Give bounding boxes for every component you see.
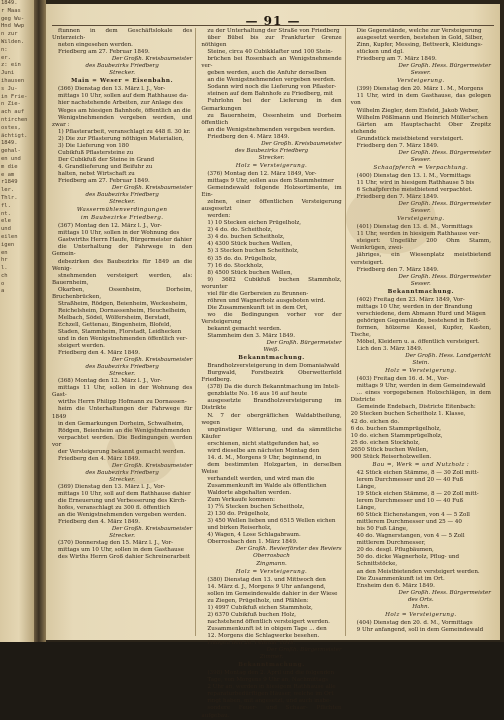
text-line: genzblatte No. 16 aus 16 auf heute xyxy=(207,391,308,398)
left-page-text-line: ntirchen xyxy=(1,116,28,123)
text-line: 12. Morgens die Schlagwerke besehen. xyxy=(207,632,320,639)
text-line: 60 Stück Eichenstangen, von 4 — 5 Zoll xyxy=(356,512,470,519)
section-heading: Wassermühlenverdingungen xyxy=(76,207,168,214)
text-line: Hungen den 28. Februar 1849. xyxy=(207,640,296,647)
text-line: 7) 16 do. Stockholz, xyxy=(207,262,264,269)
left-page-text-line: Wilden. xyxy=(1,38,25,45)
section-heading: Holz = Versteigerung. xyxy=(385,368,457,375)
signature-line: Der Großh. Bürgermeister xyxy=(266,647,342,654)
left-page-text-line: ele xyxy=(1,218,11,225)
text-line: Gastwirths Herrn Haufe, Bürgermeister dahier xyxy=(58,237,192,244)
section-heading: Bau =, Werk = und Nutzholz : xyxy=(372,461,470,468)
text-line: geben werden, auch die Anfuhr derselben xyxy=(207,70,327,77)
section-heading: Holz = Versteigerung. xyxy=(385,611,457,618)
text-line: an den Meistbietenden versteigert werden. xyxy=(356,568,480,575)
text-line: 4) 4300 Stück buchen Wellen, xyxy=(207,241,293,248)
column-right xyxy=(351,28,494,636)
text-line: Zusammenkunft ist in obigem Tage ... den xyxy=(207,625,327,632)
text-line: Die Zusammenkunft ist im Ort. xyxy=(356,575,445,582)
left-page-text-line: ch xyxy=(1,272,8,279)
signature-line: Strecker. xyxy=(109,533,136,540)
text-line: reparaturbedürftigen Häuser, welche im Ort xyxy=(207,691,334,698)
text-line: 2) 6370 Cubikfuß buchen Holz, xyxy=(207,611,297,618)
signature-line: Der Großh. Revierförster des Reviers xyxy=(235,546,342,553)
text-line: (368) Montag den 12. März l. J., Vor- xyxy=(58,378,162,385)
left-page-text-line: geg Wu- xyxy=(1,15,25,22)
text-line: Oberrosbach den 1. März 1849. xyxy=(207,539,298,546)
text-line: werden: xyxy=(207,213,231,220)
signature-line: Strecker. xyxy=(109,371,136,378)
text-line: Wilhelm Pößlmann und Heinrich Müller'schen xyxy=(356,114,488,121)
text-line: verschiedene, dem Abmann Hurd und Mägen xyxy=(356,310,486,317)
text-line: 2) Die zur Pflasterung nöthigen Materialien, xyxy=(58,135,184,142)
text-line: zu Ziegen, Prügelholz, und Pfählen: xyxy=(207,597,309,604)
text-line: Okarben, Ossenheim, Dorheim, Bruchenbrücken, xyxy=(52,286,193,300)
text-line: hofes, veranschlagt zu 300 fl. öffentlich xyxy=(58,505,171,512)
text-line: ausgesetzt werden, bestehen in Gold, Silber, xyxy=(356,35,484,42)
text-line: Länge, xyxy=(356,483,376,490)
signature-line: des Baubezirks Friedberg xyxy=(85,63,159,70)
text-line: 1) 10 Stecken eichen Prügelholz, xyxy=(207,220,302,227)
text-line: 1) 7¾ Stecken buchen Scheitholz, xyxy=(207,504,305,511)
text-line: formen, hölzerne Kessel, Kupfer, Kasten, Tische, xyxy=(350,324,491,338)
left-page-text-line: 1849. xyxy=(1,0,18,6)
text-line: verhandelt werden, und wird man die xyxy=(207,475,315,482)
text-line: Möbel, Kleidern u. a. öffentlich versteigert. xyxy=(356,339,480,346)
text-line: über Bübel bis zur Frankfurter Grenze nöthigen xyxy=(201,35,342,49)
text-line: 11 Uhr, wird in hiesigem Rathhause 5 bis xyxy=(356,179,475,186)
signature-line: Zimmer. xyxy=(259,654,284,661)
text-line: 1) Pflasterarbeit, veranschlagt zu 448 fl. 30 kr. xyxy=(58,128,191,135)
text-line: Lich den 3. März 1849. xyxy=(356,346,423,353)
right-page xyxy=(46,4,500,719)
signature-line: des Baubezirks Friedberg xyxy=(85,364,159,371)
text-line: 4) Wagen, 4 Lose Schlagabraum. xyxy=(207,532,301,539)
signature-line: Der Großh. Hess. Bürgermeister xyxy=(398,63,491,70)
text-line: die Unterhaltung der Fahrwege in den Gemein- xyxy=(52,244,193,258)
signature-line: Hahn. xyxy=(412,603,430,610)
text-line: 20 do. desgl. Pflugbäumen, xyxy=(356,547,434,554)
text-line: Straßheim, Rödgen, Beienheim, Weckesheim, xyxy=(58,300,188,307)
text-line: zelnen, einer öffentlichen Versteigerung ausgesetzt xyxy=(201,199,342,213)
text-line: Rödgen, Beienheim an die Wenigstnehmenden xyxy=(58,427,191,434)
left-page-text-line: in Frie- xyxy=(1,93,28,100)
text-line: Gemeinde Endebach, Districte Eitenbach: xyxy=(356,404,476,411)
text-line: stücken und dgl. xyxy=(356,49,404,56)
text-line: in den Gemarkungen Dorheim, Schwalheim, xyxy=(58,420,184,427)
section-heading: Main = Weser = Eisenbahn. xyxy=(71,78,174,85)
text-line: 11 Uhr, werden in hiesigem Rathhause ver- xyxy=(356,231,481,238)
text-line: Schnittstöcke, xyxy=(356,561,398,568)
section-heading: Versteigerung. xyxy=(397,78,445,85)
signature-line: Der Großh. Kreisbaumeister xyxy=(111,357,193,364)
text-line: Friedberg den 4. März 1849. xyxy=(207,133,290,140)
text-line: (400) Dienstag den 13. l. M., Vormittags xyxy=(356,172,471,179)
signature-line: Der Großh. Kreisbaumeister xyxy=(111,185,193,192)
text-line: ausgesetzte Brandholzversteigerung im Distrikte xyxy=(201,398,342,412)
text-line: mittags 10 Uhr, werden in der Brandung xyxy=(356,303,473,310)
left-page-text-line: 1849. xyxy=(1,140,18,147)
book-gutter xyxy=(34,0,46,642)
text-line: 6 do. buchen Stammprügelholz, xyxy=(350,425,442,432)
left-page-text-line: hr xyxy=(1,257,8,264)
left-page-edge xyxy=(0,0,34,642)
text-line: Wilhelm Ziegler, dem Eisfeld, Jakob Weber, xyxy=(356,107,479,114)
left-page-text-line: s Ju- xyxy=(1,85,18,92)
text-line: 9) 3682 Cubikfuß buchen Stammholz, worunter xyxy=(201,276,342,290)
signature-line: des Baubezirks Friedberg xyxy=(234,147,309,154)
text-line: jähriges, ein Wiesenplatz meistbietend versteigert. xyxy=(350,252,491,266)
text-line: verpachtet werden. Die Bedingungen werden vor xyxy=(52,434,193,448)
text-line: mittags 10 Uhr, sollen auf dem Rathhause da- xyxy=(58,93,189,100)
page-header xyxy=(52,10,494,28)
text-line: Grundstück meistbietend versteigert. xyxy=(356,135,464,142)
text-line: sollen im Gemeindewalde dahier in der Wiese xyxy=(207,590,338,597)
text-line: gehörigen Gegenstände, bestehend in Bett- xyxy=(356,317,481,324)
text-line: 2) 130 do. Prügelholz, xyxy=(207,511,270,518)
text-line: 50 do. dicke Wagnerholz, Pflug- und xyxy=(356,554,460,561)
text-line: Cubikfuß Pflastersteine zu xyxy=(58,149,134,156)
text-line: (378) Da die durch Bekanntmachung im Inteli- xyxy=(207,384,340,391)
text-line: 3) 450 Wellen lieben und 6515 Wellen eichen xyxy=(207,518,336,525)
text-line: und in den Wenigstnehmenden öffentlich ver- xyxy=(58,336,188,343)
text-line: (404) Dienstag den 20. d. M., Vormittags xyxy=(356,619,473,626)
text-line: 42 do. eichen do. xyxy=(350,418,400,425)
left-page-text-line: e am xyxy=(1,171,15,178)
text-line: 8) 4500 Stück buchen Wellen, xyxy=(207,269,293,276)
text-line: Die Zusammenkunft ist in dem Ort, xyxy=(207,304,308,311)
text-line: Burgwald, Forstbezirk Oberwetterfeld Friedberg. xyxy=(201,370,342,384)
text-line: mittags 9 Uhr, sollen aus dem Stammheimer xyxy=(207,177,334,184)
text-line: 11 Uhr, wird in dem Gasthause, das gelegen von xyxy=(350,93,491,107)
column-middle xyxy=(201,28,345,719)
signature-line: des Baubezirks Friedberg xyxy=(85,469,159,476)
signature-line: Der Großh. Kreisbaumeister xyxy=(111,462,193,469)
text-line: 2 Uhr an, werden in hiesigem Rathhause alle xyxy=(207,684,336,691)
text-line: 6) 35 do. do. Prügelholz, xyxy=(207,255,277,262)
text-line: (366) Dienstag den 13. März l. J., Vor- xyxy=(58,86,166,93)
signature-line: Der Großh. Kreisbaumeister xyxy=(261,140,342,147)
signature-line: Strecker. xyxy=(109,199,136,206)
text-line: 19 Stück eichen Stämme, 8 — 20 Zoll mitt- xyxy=(356,491,479,497)
text-line: an die Wenigstnehmenden vergeben werden. xyxy=(207,77,336,84)
text-line: Friedberg den 7. März 1849. xyxy=(356,142,439,149)
text-line: 2) 4 do. do. Scheitholz, xyxy=(207,227,273,234)
text-line: neten eingesehen werden. xyxy=(58,42,133,49)
text-line: dem bestimmten Holzgarten, in derselben Weise xyxy=(201,461,342,475)
left-page-text-line: n Zie- xyxy=(1,101,21,108)
text-line: wo die Bedingungen vorher vor der Versteigerung xyxy=(201,311,342,325)
text-line: Friedberg den 4. März 1849. xyxy=(58,455,141,462)
text-line: Fuhrlohn bei der Lieferung in den Gemarkungen xyxy=(201,98,342,112)
text-line: hier nachstehende Arbeiten, zur Anlage des xyxy=(58,100,183,107)
signature-line: Stein. xyxy=(412,360,430,367)
text-line: 4. Grandlieferung und Beifuhr zu xyxy=(58,163,153,170)
text-line: (376) Montag den 12. März 1849, Vor- xyxy=(207,170,317,177)
text-line: stnehmenden versteigert werden, als: Bauernheim, xyxy=(52,272,193,286)
text-line: 900 Stück Reiserholzwellen. xyxy=(350,453,432,460)
text-line: (399) Dienstag den 20. März 1. M., Morgens xyxy=(356,86,484,93)
signature-line: Der Großh. Hess. Bürgermeister xyxy=(398,589,491,596)
left-page-text-line: en xyxy=(1,249,8,256)
left-page-text-line: ostes, xyxy=(1,124,21,131)
text-line: mittags 10 Uhr, sollen in der Wohnung des xyxy=(58,230,180,237)
text-line: 42 Stück eichen Stämme, 8 — 30 Zoll mitt- xyxy=(356,469,479,476)
left-page-text-line: r Maas xyxy=(1,7,21,14)
text-line: (380) Dienstag den 13. und Mittwoch den xyxy=(207,576,326,583)
text-line: Ensheim den 6. März 1849. xyxy=(356,582,435,589)
text-line: Waldorte abgehalten werden. xyxy=(207,490,292,497)
signature-line: Weiß. xyxy=(263,347,280,354)
text-line: Gemeindewald folgende Holzsortimente, im Ein- xyxy=(201,185,342,199)
text-line: Zinn, Kupfer, Messing, Bettwerk, Kleidungs- xyxy=(356,42,483,49)
text-line: viel für die Gerbereien zu Brunnen- xyxy=(207,290,309,297)
text-line: Sodann wird noch die Lieferung von Pflaster- xyxy=(207,84,337,91)
section-heading: im Baubezirke Friedberg. xyxy=(80,215,164,222)
text-line: wird dieselbe am nächsten Montag den xyxy=(207,447,320,454)
text-line: lerem Durchmesser und 10 — 40 Fuß xyxy=(356,498,464,505)
text-line: mittlerem Durchmesser, xyxy=(356,540,426,547)
left-page-text-line: n: xyxy=(1,46,8,53)
text-line: (370) Donnerstag den 15. März l. J., Vor- xyxy=(58,540,174,547)
text-line: N. 7 der obergräflichen Waldabtheilung, wegen xyxy=(201,412,342,426)
text-line: ringt haben, mit angesetzt, und auch insbe- xyxy=(207,698,332,705)
section-heading: Holz = Versteigerung. xyxy=(235,162,308,169)
signature-line: Oberrosbach xyxy=(253,553,290,560)
left-page-text-line: m die xyxy=(1,163,18,170)
section-heading: Bekanntmachung. xyxy=(387,288,455,295)
text-line: 14. d. M., Morgens 9 Uhr, beginnend, in xyxy=(207,454,322,461)
text-line: sondere Feuer- und Schaar- Pflichten aufgebau. xyxy=(201,705,342,719)
text-line: Zusammenkunft im Walde als öffentlichen xyxy=(207,483,327,489)
left-page-text-line: o xyxy=(1,280,5,287)
text-line: steinen auf dem Bahnhofe zu Friedberg, mit xyxy=(207,91,333,98)
text-line: Der Cubikfuß der Steine in Grand xyxy=(58,156,155,163)
signature-line: Strecker. xyxy=(109,70,136,77)
left-page-text-line: z: ein xyxy=(1,62,21,69)
header-rule xyxy=(52,25,494,26)
text-line: brüchen bei Rosenbach an Wenigstnehmende ver- xyxy=(201,56,342,70)
text-line: mittags 10 Uhr, soll auf dem Rathhause dahier xyxy=(58,491,191,498)
text-line: Friedberg den 7. März 1849. xyxy=(356,194,439,201)
left-page-text-line: ihausen xyxy=(1,77,25,84)
text-line: 14. März d. J., Morgens 9 Uhr anfangend, xyxy=(207,583,326,590)
text-line: 25 do. eichen Stockholz, xyxy=(350,439,420,446)
signature-line: Strecker. xyxy=(109,476,136,483)
text-line: (402) Freitag den 23. März 1849, Vor- xyxy=(356,296,465,303)
text-line: mittags um 10 Uhr, sollen in dem Gasthause xyxy=(58,547,184,554)
signature-line: Strecker. xyxy=(258,154,285,161)
text-line: Steine, circa 40 Cubikklafter und 100 Stein- xyxy=(207,49,333,56)
text-line: 2650 Stück buchen Wellen, xyxy=(350,446,429,453)
text-line: Melbach, Södel, Wölfersheim, Berstadt, xyxy=(58,314,171,321)
text-line: Friedberg den 7. März 1849. xyxy=(356,266,439,273)
text-line: ftunnen in dem Geschäftslokale des Unterzeich- xyxy=(52,28,193,42)
text-line: zu der Unterhaltung der Straße von Friedberg xyxy=(207,28,340,34)
text-line: Tage, von Morgens 9 Uhr an, Nachmittags xyxy=(207,677,329,684)
section-heading: Bekanntmachung. xyxy=(238,662,305,669)
text-line: steigert: Ungefähr 200 Ohm Stamm, Weinkrügen, zwei- xyxy=(350,238,491,252)
left-page-text-line: er. xyxy=(1,54,11,61)
text-line: Stammheim den 3. März 1849. xyxy=(207,333,295,340)
left-page-text-line: a xyxy=(1,288,5,295)
text-line: zu Bauernheim, Ossenheim und Dorheim öffentlich xyxy=(201,112,342,126)
text-line: heim die Unterhaltungen der Fahrwege für 1849 xyxy=(52,406,193,420)
left-page-text-line: igen xyxy=(1,241,15,248)
text-line: Echzell, Gettenau, Bingenheim, Blofeld, xyxy=(58,321,172,328)
text-line: (369) Dienstag den 13. März l. J., Vor- xyxy=(58,484,166,490)
text-line: Wenigstnehmenden vergeben werden, und zwar : xyxy=(52,114,193,128)
section-heading: Holz = Versteigerung. xyxy=(235,568,308,575)
signature-line: Sesser. xyxy=(410,70,431,77)
text-line: Weges am hiesigen Bahnhofe, öffentlich an die xyxy=(58,107,191,114)
text-line: erschienen, nicht stattgefunden hat, so xyxy=(207,440,319,447)
text-line: der Versteigerung bekannt gemacht werden. xyxy=(58,448,186,455)
text-line: Länge, xyxy=(356,505,376,512)
text-line: röhren und Wagnerholz ausgeboten wird. xyxy=(207,297,326,304)
text-line: Die Gegenstände, welche zur Versteigerung xyxy=(356,28,482,34)
left-page-text-line: en und xyxy=(1,155,21,162)
text-line: (398) Montag den 2. April und die folgenden xyxy=(207,670,335,677)
text-line: 9 Uhr anfangend, soll in dem Gemeindewald xyxy=(356,626,484,633)
signature-line: Sesser. xyxy=(410,156,431,163)
text-line: wirths Herrn Philipp Hofmann zu Dornassen- xyxy=(58,399,187,406)
text-line: bekannt gemacht werden. xyxy=(207,325,282,332)
text-line: die Erneuerung und Verbesserung des Kirch- xyxy=(58,498,187,505)
text-line: (367) Montag den 12. März l. J., Vor- xyxy=(58,223,162,230)
text-line: (401) Dienstag den 13. d. M., Vormittags xyxy=(356,224,473,231)
text-line: halten, nebst Wirtschaft zu xyxy=(58,170,135,177)
left-page-text-line: ler. xyxy=(1,187,15,194)
left-page-text-line: Juni xyxy=(1,70,15,77)
text-line: Gärten am Hauptschacht Ober Zrepitz stehende xyxy=(350,121,491,135)
signature-line: Der Großh. Hess. Bürgermeister xyxy=(398,273,491,280)
left-page-text-line: und xyxy=(1,226,11,233)
text-line: mittags 9 Uhr, werden in dem Gemeindewald xyxy=(356,383,486,390)
text-line: Reichelsheim, Dornassenheim, Heuchelheim, xyxy=(58,307,187,314)
text-line: lerem Durchmesser und 20 — 40 Fuß xyxy=(356,476,464,483)
text-line: 6 Schafpferche meistbietend verpachtet. xyxy=(356,187,473,194)
text-line: Friedberg am 27. Februar 1849. xyxy=(58,177,150,184)
text-line: debezirken des Baubezirks für 1849 an die Wenig- xyxy=(52,258,193,272)
text-line: Brandholzversteigerung in dem Domanialwald xyxy=(207,363,340,370)
left-page-text-line: nt. xyxy=(1,210,11,217)
signature-line: Der Großh. Hess. Bürgermeister xyxy=(398,149,491,156)
text-line: 3) 4 do. buchen Scheitholz, xyxy=(207,234,285,241)
left-page-text-line: n zur xyxy=(1,31,18,38)
text-line: 10 do. eichen Stammprügelholz, xyxy=(350,432,443,439)
page-number: — 91 — xyxy=(245,14,301,28)
text-line: Friedberg am 27. Februar 1849. xyxy=(58,49,150,56)
signature-line: des Baubezirks Friedberg xyxy=(85,192,159,199)
signature-line: Der Großh. Hess. Bürgermeister xyxy=(398,201,491,208)
left-page-text-line: Thlr. xyxy=(1,194,18,201)
text-line: Zum Verkaufe kommen: xyxy=(207,497,276,504)
text-line: ... eines vorgegebenen Holzschlägen, in dem Districte xyxy=(350,390,491,404)
left-page-text-line: l. xyxy=(1,265,8,272)
signature-line: Zingmann. xyxy=(256,560,287,567)
signature-line: Der Großh. Kreisbaumeister xyxy=(111,526,193,533)
signature-line: Der Großh. Hess. Landgericht xyxy=(405,353,491,360)
text-line: steigert werden. xyxy=(58,343,105,350)
text-line: mittlerem Durchmesser und 25 — 40 xyxy=(356,519,462,526)
text-line: bis 50 Fuß Länge, xyxy=(356,526,408,533)
text-line: Friedberg am 7. März 1849. xyxy=(356,56,437,63)
text-line: an die Wenigstnehmenden vergeben werden. xyxy=(58,512,187,519)
left-page-text-line: ach auf xyxy=(1,109,25,116)
left-page-text-line: fl. xyxy=(1,202,11,209)
left-page-text-line: gehal- xyxy=(1,148,21,155)
left-page-text-line: Hnd Wwp xyxy=(1,23,25,30)
text-line: und birken Reiserholz, xyxy=(207,525,272,532)
signature-line: Sesser. xyxy=(410,280,431,287)
text-line: nachstehend öffentlich versteigert werden. xyxy=(207,618,330,625)
text-line: des Wirths Herrn Groß dahier Schreinerarbeit xyxy=(58,554,191,561)
text-line: 40 do. Wagnerstangen, von 4 — 5 Zoll xyxy=(356,533,465,540)
text-line: Friedberg den 4. März 1849. xyxy=(58,519,141,526)
text-line: ungünstiger Witterung, und da sämmtliche Käufer xyxy=(201,426,342,440)
text-line: an die Wenigstnehmenden vergeben werden. xyxy=(207,126,336,133)
text-line: 3) Die Lieferung von 180 xyxy=(58,142,129,149)
left-page-text-line: eilen xyxy=(1,233,18,240)
text-line: 1) 4997 Cubikfuß eichen Stammholz, xyxy=(207,604,313,611)
text-line: 20 Stecken buchen Scheitholz 1. Klasse, xyxy=(350,411,466,418)
signature-line: Der Großh. Bürgermeister xyxy=(266,340,342,347)
text-columns xyxy=(52,28,494,719)
section-heading: Schaafpferch = Verpachtung. xyxy=(373,164,469,171)
signature-line: Der Großh. Kreisbaumeister xyxy=(111,56,193,63)
text-line: (403) Freitag den 16. d. M., Vor- xyxy=(356,376,449,383)
signature-line: des Orts. xyxy=(407,596,434,603)
text-line: Friedberg den 4. März 1849. xyxy=(58,350,141,357)
section-heading: Versteigerung. xyxy=(397,216,445,223)
left-page-text-line: ächtigt. xyxy=(1,132,28,139)
signature-line: Sesser. xyxy=(410,208,431,215)
section-heading: Bekanntmachung. xyxy=(238,355,305,362)
text-line: Staden, Stammheim, Florstadt, Leidhecken xyxy=(58,328,182,335)
left-page-text-line: r1849 xyxy=(1,179,18,186)
text-line: mittags 11 Uhr, sollen in der Wohnung des Gast- xyxy=(52,385,193,399)
text-line: 5) 3 Stecken buchen Scheitholz, xyxy=(207,248,299,255)
column-left xyxy=(52,28,196,636)
